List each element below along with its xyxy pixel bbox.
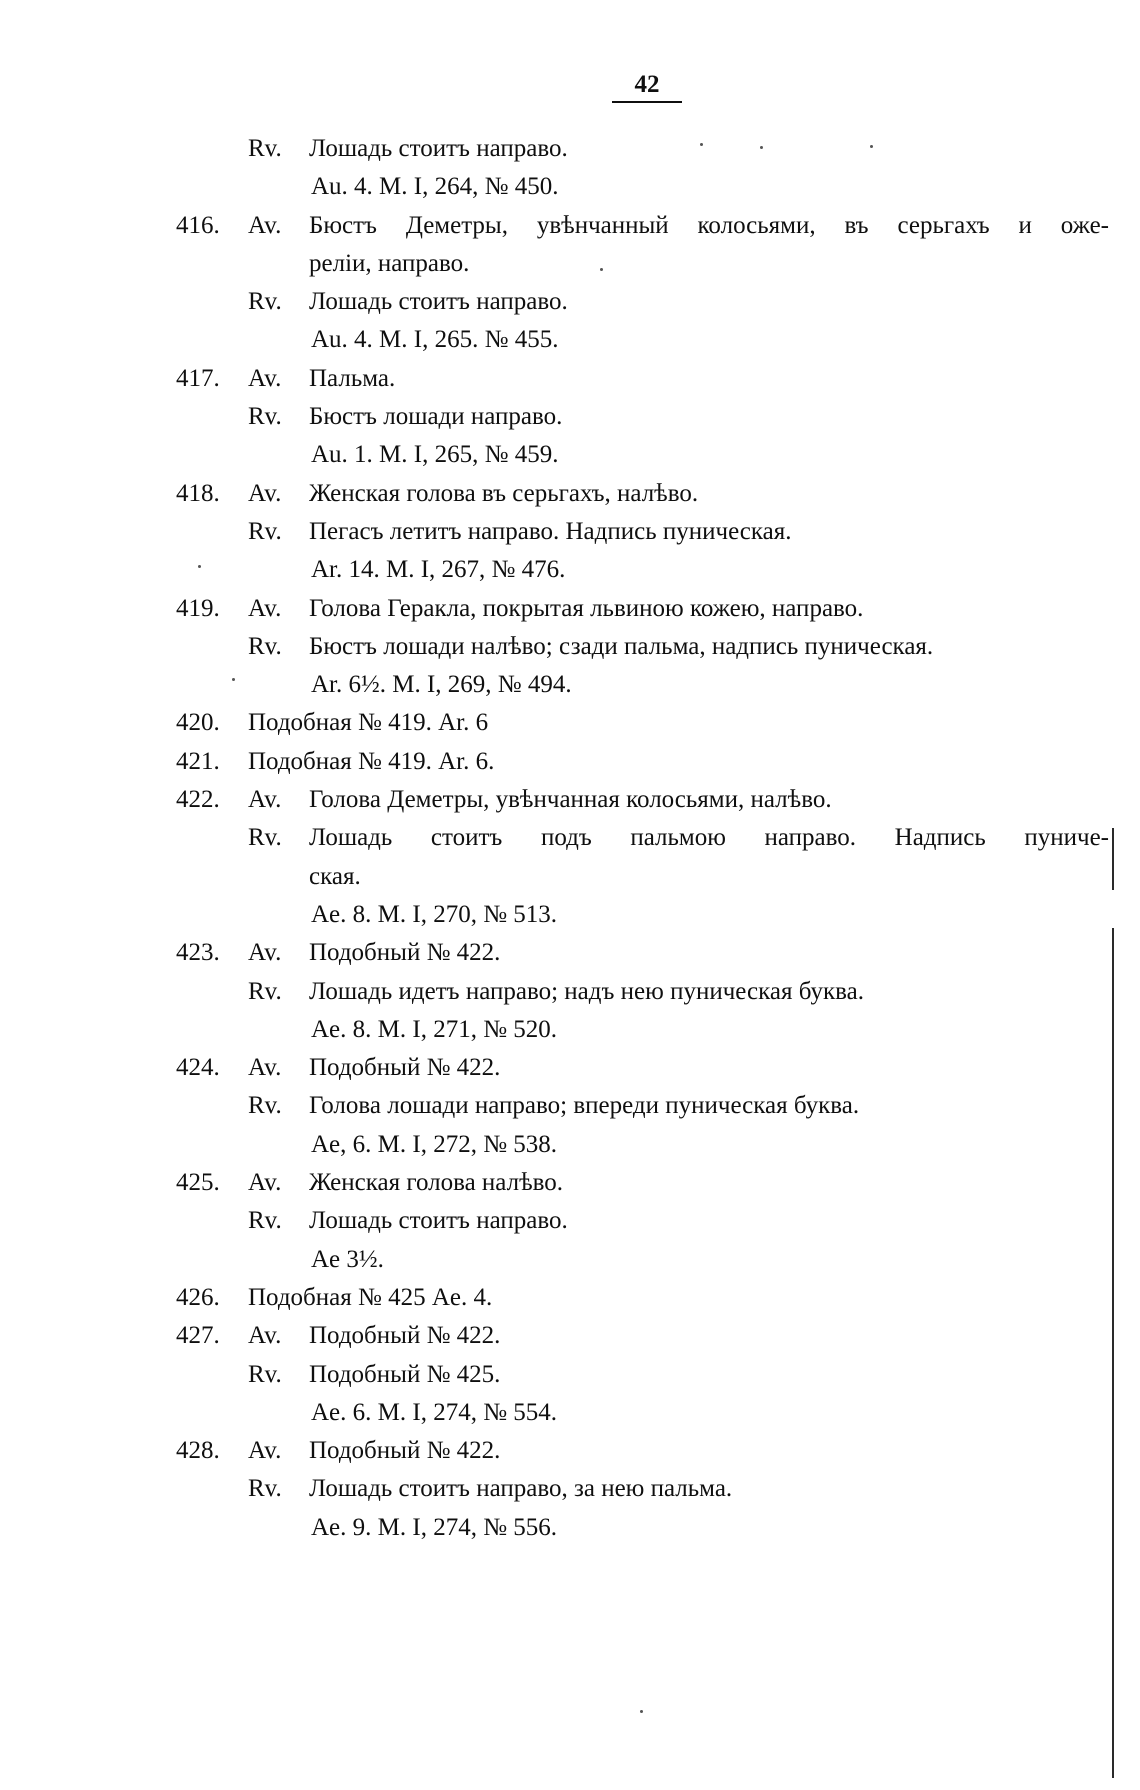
entry-number: 421. <box>176 747 220 775</box>
coin-description: Женская голова въ серьгахъ, налѣво. <box>309 479 699 507</box>
coin-description: Лошадь стоитъ направо, за нею пальма. <box>309 1475 733 1503</box>
entry-number: 427. <box>176 1322 220 1350</box>
coin-description: Бюстъ Деметры, увѣнчанный колосьями, въ серьгахъ и оже- <box>309 211 1109 239</box>
coin-side-label: Av. <box>248 211 282 239</box>
catalogue-line <box>0 207 1140 245</box>
catalogue-line <box>0 1126 1140 1164</box>
catalogue-line <box>0 743 1140 781</box>
coin-side-label: Av. <box>248 786 282 814</box>
catalogue-line <box>0 628 1140 666</box>
catalogue-line <box>0 1164 1140 1202</box>
catalogue-line <box>0 360 1140 398</box>
catalogue-line <box>0 1394 1140 1432</box>
coin-description: Лошадь идетъ направо; надъ нею пуническая буква. <box>309 977 864 1005</box>
entry-text: Подобная № 419. Ar. 6 <box>248 709 489 737</box>
coin-side-label: Av. <box>248 364 282 392</box>
description-continuation: реліи, направо. <box>309 249 470 277</box>
metal-size-reference: Ar. 6½. M. I, 269, № 494. <box>311 671 572 699</box>
catalogue-line <box>0 1202 1140 1240</box>
catalogue-line <box>0 1279 1140 1317</box>
coin-side-label: Rv. <box>248 1360 282 1388</box>
catalogue-line <box>0 321 1140 359</box>
coin-side-label: Av. <box>248 479 282 507</box>
metal-size-reference: Au. 1. M. I, 265, № 459. <box>311 441 559 469</box>
catalogue-line <box>0 590 1140 628</box>
entry-number: 428. <box>176 1437 220 1465</box>
catalogue-line <box>0 666 1140 704</box>
metal-size-reference: Ar. 14. M. I, 267, № 476. <box>311 556 566 584</box>
entry-number: 425. <box>176 1169 220 1197</box>
coin-side-label: Av. <box>248 1322 282 1350</box>
catalogue-line <box>0 1470 1140 1508</box>
entry-number: 416. <box>176 211 220 239</box>
catalogue-entries <box>0 130 1140 1547</box>
coin-side-label: Rv. <box>248 1092 282 1120</box>
catalogue-line <box>0 1087 1140 1125</box>
coin-description: Пальма. <box>309 364 396 392</box>
coin-side-label: Av. <box>248 1169 282 1197</box>
coin-side-label: Rv. <box>248 977 282 1005</box>
coin-side-label: Rv. <box>248 135 282 162</box>
metal-size-reference: Ae. 8. M. I, 271, № 520. <box>311 1015 558 1043</box>
catalogue-line <box>0 1356 1140 1394</box>
metal-size-reference: Au. 4. M. I, 264, № 450. <box>311 173 559 201</box>
coin-description: Лошадь стоитъ направо. <box>309 135 568 162</box>
catalogue-line <box>0 130 1140 168</box>
catalogue-line <box>0 1509 1140 1547</box>
catalogue-line <box>0 781 1140 819</box>
coin-side-label: Av. <box>248 939 282 967</box>
entry-number: 420. <box>176 709 220 737</box>
coin-description: Подобный № 422. <box>309 1054 501 1082</box>
catalogue-line <box>0 513 1140 551</box>
coin-side-label: Av. <box>248 594 282 622</box>
entry-number: 417. <box>176 364 220 392</box>
coin-side-label: Rv. <box>248 1475 282 1503</box>
entry-number: 418. <box>176 479 220 507</box>
catalogue-line <box>0 1241 1140 1279</box>
metal-size-reference: Ae. 6. M. I, 274, № 554. <box>311 1398 558 1426</box>
coin-description: Пегасъ летитъ направо. Надпись пуническая. <box>309 517 792 545</box>
catalogue-line <box>0 858 1140 896</box>
scan-speck <box>600 268 603 271</box>
scan-edge-mark <box>1112 828 1114 890</box>
catalogue-line <box>0 1432 1140 1470</box>
coin-side-label: Rv. <box>248 824 282 852</box>
catalogue-line <box>0 934 1140 972</box>
coin-side-label: Rv. <box>248 632 282 660</box>
coin-side-label: Av. <box>248 1054 282 1082</box>
metal-size-reference: Ae 3½. <box>311 1245 384 1273</box>
coin-description: Женская голова налѣво. <box>309 1169 564 1197</box>
coin-description: Лошадь стоитъ направо. <box>309 288 568 316</box>
coin-side-label: Av. <box>248 1437 282 1465</box>
coin-description: Подобный № 422. <box>309 939 501 967</box>
scan-speck <box>640 1710 643 1713</box>
scan-edge-line <box>1112 928 1114 1778</box>
coin-description: Голова Деметры, увѣнчанная колосьями, налѣво. <box>309 786 832 814</box>
coin-description: Голова Геракла, покрытая львиною кожею, направо. <box>309 594 864 622</box>
entry-number: 422. <box>176 786 220 814</box>
description-continuation: ская. <box>309 862 361 890</box>
coin-description: Бюстъ лошади направо. <box>309 403 563 431</box>
page-number: 42 <box>612 71 682 103</box>
coin-description: Лошадь стоитъ направо. <box>309 1207 568 1235</box>
entry-number: 426. <box>176 1283 220 1311</box>
coin-side-label: Rv. <box>248 1207 282 1235</box>
coin-description: Лошадь стоитъ подъ пальмою направо. Надпись пуниче- <box>309 824 1109 852</box>
catalogue-line <box>0 398 1140 436</box>
coin-description: Подобный № 422. <box>309 1437 501 1465</box>
scan-speck <box>232 678 235 681</box>
catalogue-line <box>0 245 1140 283</box>
scan-speck <box>198 565 201 568</box>
metal-size-reference: Ae. 8. M. I, 270, № 513. <box>311 900 558 928</box>
entry-text: Подобная № 425 Ae. 4. <box>248 1283 493 1311</box>
catalogue-line <box>0 896 1140 934</box>
entry-text: Подобная № 419. Ar. 6. <box>248 747 495 775</box>
coin-description: Голова лошади направо; впереди пуническая буква. <box>309 1092 860 1120</box>
coin-side-label: Rv. <box>248 403 282 431</box>
catalogue-line <box>0 704 1140 742</box>
entry-number: 423. <box>176 939 220 967</box>
catalogue-line <box>0 1011 1140 1049</box>
catalogue-line <box>0 973 1140 1011</box>
scan-speck <box>870 145 873 148</box>
entry-number: 424. <box>176 1054 220 1082</box>
catalogue-line <box>0 1317 1140 1355</box>
metal-size-reference: Ae. 9. M. I, 274, № 556. <box>311 1513 558 1541</box>
catalogue-line <box>0 168 1140 206</box>
scan-speck <box>700 143 703 146</box>
scan-speck <box>760 146 763 149</box>
coin-side-label: Rv. <box>248 288 282 316</box>
catalogue-line <box>0 551 1140 589</box>
coin-description: Подобный № 425. <box>309 1360 501 1388</box>
catalogue-line <box>0 283 1140 321</box>
catalogue-line <box>0 819 1140 857</box>
coin-description: Бюстъ лошади налѣво; сзади пальма, надпись пуническая. <box>309 632 934 660</box>
metal-size-reference: Au. 4. M. I, 265. № 455. <box>311 326 559 354</box>
entry-number: 419. <box>176 594 220 622</box>
metal-size-reference: Ae, 6. M. I, 272, № 538. <box>311 1130 558 1158</box>
catalogue-line <box>0 1049 1140 1087</box>
catalogue-line <box>0 475 1140 513</box>
catalogue-line <box>0 436 1140 474</box>
coin-description: Подобный № 422. <box>309 1322 501 1350</box>
coin-side-label: Rv. <box>248 517 282 545</box>
